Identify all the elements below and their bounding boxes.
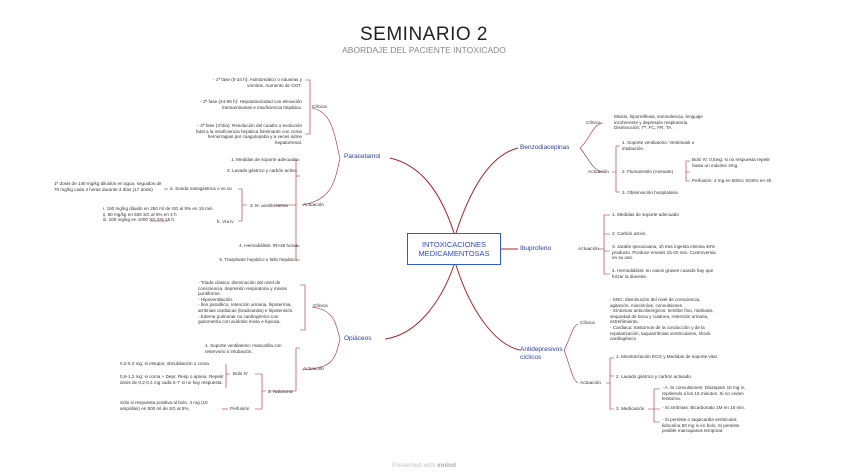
opiaceos-act-1: 1. Soporte ventilatorio: mascarilla con reservorio o intubación.	[205, 343, 282, 354]
opiaceos-clinica[interactable]: Clínica	[313, 304, 328, 309]
paracetamol-act-3: 3. N- acetilcisteína	[250, 203, 288, 208]
paracetamol-fase-1: - 1ª fase (0-24 h): Asintomático o náuseas y vómitos. Aumento de GGT.	[212, 77, 302, 88]
opiaceos-perfusion: Perfusión	[230, 406, 250, 411]
paracetamol-clinica[interactable]: Clínica	[312, 105, 327, 110]
branch-ibuprofeno[interactable]: Ibuprofeno	[520, 245, 552, 252]
benzo-clinica[interactable]: Clínica	[586, 121, 601, 126]
opiaceos-actuacion[interactable]: Actuación	[303, 367, 325, 372]
paracetamol-fase-3: - 3ª fase (4ºdía): Resolución del cuadro o evolución fatal a la insuficiencia hepática fulminante con coma hemorragias por coagulopatía y a veces sdme hepatorrenal.	[196, 123, 302, 145]
ibuprofeno-actuacion[interactable]: Actuación	[578, 247, 600, 252]
antidep-actuacion[interactable]: Actuación	[580, 381, 602, 386]
opiaceos-bolo-1: 0,2-0,4 mg: si estupor, obnubilación o coma.	[120, 361, 211, 366]
paracetamol-sub-b: b. Vía iv	[217, 219, 234, 224]
page-title: SEMINARIO 2	[360, 24, 488, 45]
ibuprofeno-item-1: 1. Medidas de soporte adecuado	[612, 212, 679, 217]
benzo-actuacion[interactable]: Actuación	[588, 170, 610, 175]
antidep-act-1: 1. Monitorización ECG y Medidas de soporte vital.	[616, 354, 718, 359]
wire-center-opiaceos	[385, 265, 454, 339]
ibuprofeno-item-2: 2. Carbón activo.	[612, 231, 647, 236]
paracetamol-sub-a: a. Sonda nasogástrica o vo vo	[170, 186, 232, 191]
benzo-act-2: 2. Flumazenilo (Anexate)	[622, 169, 674, 174]
opiaceos-bolo: Bolo IV	[233, 371, 248, 376]
page-subtitle: ABORDAJE DEL PACIENTE INTOXICADO	[342, 45, 506, 55]
wire-center-antidep	[456, 265, 520, 350]
branch-opiaceos[interactable]: Opiáceos	[344, 335, 372, 342]
paracetamol-act-4: 4. Hemodiálisis: IR>48 horas	[239, 243, 298, 248]
central-topic-line2: MEDICAMENTOSAS	[418, 249, 490, 258]
footer-brand-name: xmind	[436, 462, 456, 469]
benzo-bolo: Bolo IV: 0,5mg: si no respuesta repetir hasta un máximo 2mg.	[692, 157, 770, 168]
wire-center-benzo	[456, 148, 518, 233]
opiaceos-clinica-text: - Triada clásica: disminución del nivel de consciencia, depresión respiratoria y miosis puntiforme. - Hipoventilación. - Íleo paralítico, retención urinaria, hipotermia, arritmias cardiacas (bradicardia) e hipotensión. - Edema pulmonar no cardiogénico con gasometría con acidosis mixta e hipoxia.	[198, 280, 294, 325]
paracetamol-sub-b-detail: i. 150 mg/kg diluido en 250 ml de SG al 5% en 15 min ii. 50 mg/kg en 500 SG al 5% en 4 h iii. 100 mg/kg en 1000 SG 5% 16 h.	[103, 206, 213, 223]
antidep-med-b: - Si arritmias: Bicarbonato 1M en 15 min.	[662, 405, 746, 410]
wire-center-paracetamol	[390, 158, 454, 233]
antidep-act-2: 2. Lavado gástrico y carbón activado.	[616, 374, 693, 379]
footer-brand[interactable]	[0, 462, 848, 469]
branch-antidepresivos[interactable]: Antidepresivos cíclicos	[520, 346, 563, 361]
paracetamol-act-1: 1. Medidas de soporte adecuado	[231, 157, 298, 162]
branch-paracetamol[interactable]: Paracetamol	[344, 153, 381, 160]
antidep-act-3: 3. Medicación	[616, 406, 645, 411]
paracetamol-act-2: 2. Lavado gástrico y carbón activo.	[227, 168, 298, 173]
opiaceos-bolo-2: 0,8-1,2 mg: si coma + Depr. Resp o apnea. Repetir dosis de 0,2-0,4 mg cada 5-7' si no hay respuesta.	[120, 374, 224, 385]
footer-prefix: Presented with	[392, 462, 436, 469]
opiaceos-perfusion-text: Sólo si respuesta positiva al bolo. 4 mg (10 ampollas) en 500 ml de SG al 5%.	[120, 400, 208, 411]
paracetamol-sub-a-detail: 1ª dosis de 140 mg/kg diluidos en agua, seguidos de 70 mg/kg cada 4 horas durante 3 días (17 dosis)	[54, 181, 162, 192]
benzo-clinica-text: Miosis, hiporreflexia, somnolencia, lenguaje incoherente y depresión respiratoria. Disminución: Tª, FC, FR, TA.	[614, 114, 703, 131]
benzo-perfusion: Perfusión: 4 mg en 500cc SG5% en 4h	[692, 178, 772, 183]
antidep-clinica[interactable]: Clínica	[580, 321, 595, 326]
antidep-clinica-text: - SNC: disminución del nivel de consciencia, agitación, mioclonías, convulsiones. - Síntomas anticolinérgicos: temblor fino, midriasis, sequedad de boca y cutánea, retención urinaria, estreñimiento. - Cardiaca: trastornos de la conducción y de la repolarización, taquiarritmias ventriculares, shock cardiogénico	[610, 297, 714, 342]
ibuprofeno-item-3: 3. Jarabe Ipecacuana, 1h tras ingesta elimina 40% producto. Produce emesis 15-20 min. Controversia en su uso.	[612, 244, 716, 261]
paracetamol-fase-2: - 2ª fase (24-96 h): Hepatotoxicidad con elevación transaminasas e insuficiencia hepática.	[200, 99, 302, 110]
antidep-med-a: - A. Si convulsiones: Diazepam 10 mg iv, repitiendo a los 15 minutos. Si no ceden fenitoína.	[662, 385, 745, 402]
ibuprofeno-item-4: 4. Hemodiálisis: en casos graves cuando hay que forzar la diuresis.	[612, 268, 714, 279]
central-topic[interactable]	[407, 233, 501, 265]
paracetamol-actuacion[interactable]: Actuación	[303, 203, 325, 208]
paracetamol-act-5: 5. Trasplante hepático o fallo hepático.	[219, 257, 298, 262]
central-topic-line1: INTOXICACIONES	[421, 240, 487, 249]
benzo-act-1: 1. Soporte ventilatorio: Ventimask o intubación.	[622, 140, 695, 151]
benzo-act-3: 3. Observación hospitalaria	[622, 190, 678, 195]
opiaceos-act-2: 2. Naloxona	[268, 389, 293, 394]
antidep-med-c: - Si persiste o taquicardia ventricular, lidocaína 50 mg iv en bolo. Si persiste posible marcapasos temporal.	[662, 417, 740, 434]
branch-benzodiacepinas[interactable]: Benzodiacepinas	[520, 144, 570, 151]
